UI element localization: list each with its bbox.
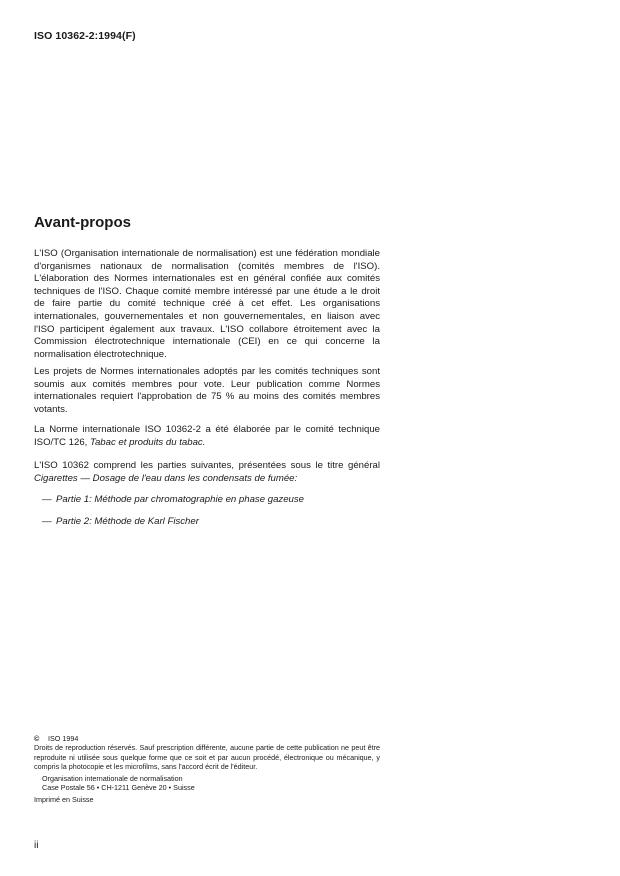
- list-item-text: Partie 1: Méthode par chromatographie en phase gazeuse: [56, 494, 304, 505]
- organization-address: Case Postale 56 • CH-1211 Genève 20 • Suisse: [42, 783, 195, 793]
- list-item-part-1: [42, 494, 304, 507]
- page-number: ii: [34, 840, 39, 851]
- paragraph-3-text: La Norme internationale ISO 10362-2 a été élaborée par le comité technique ISO/TC 126,: [34, 424, 380, 448]
- copyright-line: [34, 734, 380, 743]
- copyright-symbol: ©: [34, 734, 40, 743]
- paragraph-4-text: L'ISO 10362 comprend les parties suivantes, présentées sous le titre général: [34, 460, 380, 471]
- organization-block: [34, 774, 380, 793]
- rights-notice: Droits de reproduction réservés. Sauf prescription différente, aucune partie de cette publication ne peut être reproduite ni utilisée sous quelque forme que ce soit et par aucun procédé, électronique ou mécanique, y compris la photocopie et les microfilms, sans l'accord écrit de l'éditeur.: [34, 743, 380, 772]
- list-dash: —: [42, 494, 52, 505]
- list-dash: —: [42, 516, 52, 527]
- foreword-title: Avant-propos: [34, 214, 131, 231]
- copyright-text: ISO 1994: [48, 734, 79, 743]
- foreword-paragraph-4: [34, 460, 380, 485]
- copyright-footer: [34, 734, 380, 805]
- foreword-paragraph-2: Les projets de Normes internationales adoptés par les comités techniques sont soumis aux comités membres pour vote. Leur publication comme Normes internationales requiert l'approbation de 75 % au moins des comités membres votants.: [34, 366, 380, 415]
- foreword-paragraph-1: L'ISO (Organisation internationale de normalisation) est une fédération mondiale d'organismes nationaux de normalisation (comités membres de l'ISO). L'élaboration des Normes internationales est en général confiée aux comités techniques de l'ISO. Chaque comité membre intéressé par une étude a le droit de faire partie du comité technique créé à cet effet. Les organisations internationales, gouvernementales et non gouvernementales, en liaison avec l'ISO participent également aux travaux. L'ISO collabore étroitement avec la Commission électrotechnique internationale (CEI) en ce qui concerne la normalisation électrotechnique.: [34, 248, 380, 360]
- general-title: Cigarettes — Dosage de l'eau dans les condensats de fumée:: [34, 472, 298, 484]
- list-item-part-2: [42, 516, 199, 529]
- organization-name: Organisation internationale de normalisation: [42, 773, 183, 783]
- list-item-text: Partie 2: Méthode de Karl Fischer: [56, 516, 199, 527]
- document-identifier: ISO 10362-2:1994(F): [34, 30, 136, 42]
- committee-title: Tabac et produits du tabac.: [89, 436, 206, 448]
- printed-in: Imprimé en Suisse: [34, 795, 94, 805]
- foreword-paragraph-3: [34, 424, 380, 449]
